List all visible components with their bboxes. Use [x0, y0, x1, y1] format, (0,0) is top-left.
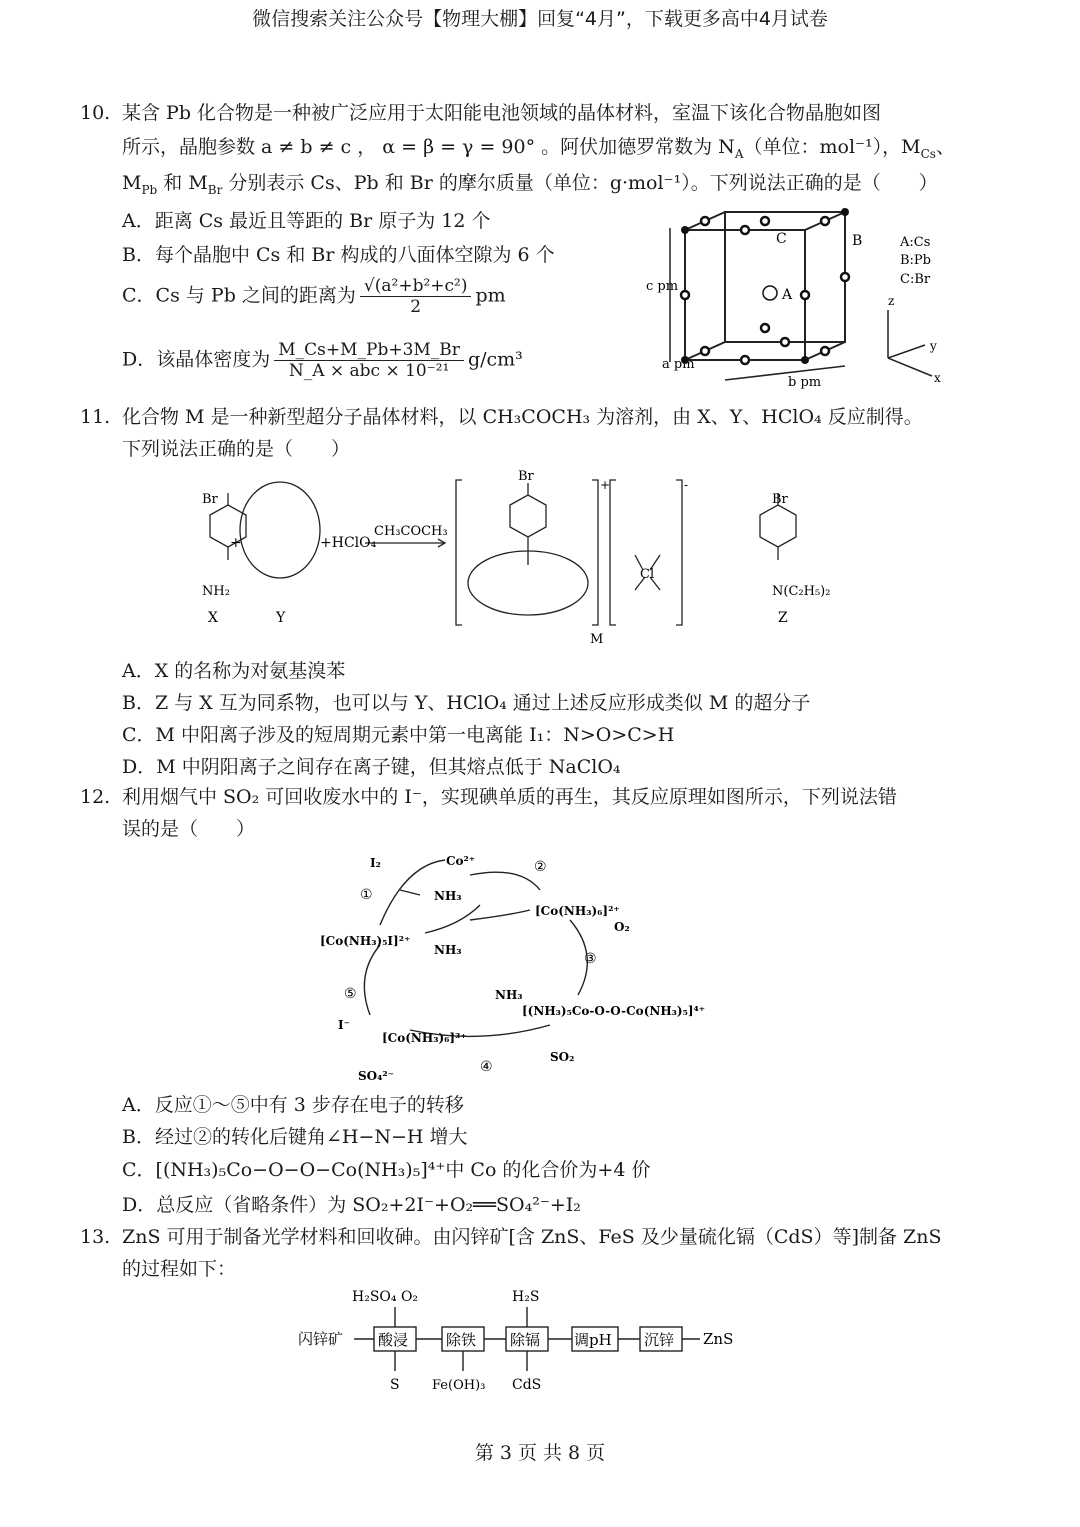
- svg-text:除镉: 除镉: [510, 1331, 541, 1349]
- q13-line2: 的过程如下：: [122, 1258, 237, 1280]
- svg-text:SO₄²⁻: SO₄²⁻: [358, 1069, 394, 1083]
- svg-text:H₂SO₄ O₂: H₂SO₄ O₂: [352, 1289, 419, 1305]
- q10-number: 10.: [80, 102, 111, 124]
- axis-z: z: [888, 294, 895, 308]
- perchlorate-cl: Cl: [640, 567, 655, 582]
- fig-a-pm: a pm: [662, 357, 695, 372]
- svg-text:酸浸: 酸浸: [378, 1331, 409, 1349]
- q10-line2: 所示，晶胞参数 a ≠ b ≠ c ， α = β = γ = 90° 。阿伏加德罗常数为 $N_A$（单位：mol⁻¹），$M_{Cs}$、: [122, 136, 955, 161]
- q10-option-d: D．该晶体密度为 $\frac{M\_Cs+M\_Pb+3M\_Br}{\text{N\_A × abc × 10⁻²¹}}$ g/cm³: [122, 340, 523, 381]
- svg-text:③: ③: [584, 951, 597, 967]
- fig-label-a: A: [782, 287, 793, 303]
- q13-line1: ZnS 可用于制备光学材料和回收砷。由闪锌矿[含 ZnS、FeS 及少量硫化镉（CdS）等]制备 ZnS: [122, 1226, 942, 1248]
- z-br: Br: [772, 492, 788, 507]
- supramolecule-figure: [180, 465, 840, 645]
- fig-legend-2: B:Pb: [900, 253, 932, 268]
- fig-label-b: B: [852, 233, 863, 249]
- svg-text:ZnS: ZnS: [703, 1330, 734, 1348]
- svg-text:[(NH₃)₅Co-O-O-Co(NH₃)₅]⁴⁺: [(NH₃)₅Co-O-O-Co(NH₃)₅]⁴⁺: [522, 1004, 706, 1018]
- solvent-label: CH₃COCH₃: [374, 524, 448, 539]
- m-br: Br: [518, 469, 534, 484]
- process-flow-figure: [290, 1285, 760, 1400]
- fig-c-pm: c pm: [646, 279, 679, 294]
- q11-option-a: A．X 的名称为对氨基溴苯: [122, 660, 346, 682]
- svg-text:S: S: [390, 1377, 400, 1393]
- svg-text:[Co(NH₃)₆]³⁺: [Co(NH₃)₆]³⁺: [382, 1031, 467, 1045]
- q12-number: 12.: [80, 786, 111, 808]
- x-br: Br: [202, 492, 218, 507]
- m-label: M: [590, 632, 604, 645]
- q11-number: 11.: [80, 406, 111, 428]
- q11-line2: 下列说法正确的是（ ）: [122, 438, 351, 460]
- q13-number: 13.: [80, 1226, 111, 1248]
- q11-option-b: B．Z 与 X 互为同系物，也可以与 Y、HClO₄ 通过上述反应形成类似 M 的超分子: [122, 692, 811, 714]
- page-header: 微信搜索关注公众号【物理大棚】回复“4月”，下载更多高中4月试卷: [252, 8, 828, 30]
- svg-text:I₂: I₂: [370, 856, 381, 870]
- svg-text:闪锌矿: 闪锌矿: [298, 1330, 344, 1348]
- svg-text:[Co(NH₃)₆]²⁺: [Co(NH₃)₆]²⁺: [535, 904, 620, 918]
- q10-option-a: A．距离 Cs 最近且等距的 Br 原子为 12 个: [122, 210, 491, 232]
- x-nh2: NH₂: [202, 584, 230, 599]
- plus-sign: +: [230, 535, 242, 551]
- m-charge-plus: +: [600, 478, 611, 492]
- svg-text:⑤: ⑤: [344, 986, 357, 1002]
- hclo4-label: +HClO₄: [320, 535, 377, 551]
- q11-option-c: C．M 中阳离子涉及的短周期元素中第一电离能 I₁：N>O>C>H: [122, 724, 675, 746]
- z-amine: N(C₂H₅)₂: [772, 584, 831, 599]
- q12-option-a: A．反应①～⑤中有 3 步存在电子的转移: [122, 1094, 464, 1116]
- svg-text:NH₃: NH₃: [434, 943, 462, 957]
- q10-option-c: C．Cs 与 Pb 之间的距离为 $\frac{\text{√(a²+b²+c²)}}{2}$ pm: [122, 276, 506, 317]
- q10-line1: 某含 Pb 化合物是一种被广泛应用于太阳能电池领域的晶体材料，室温下该化合物晶胞如图: [122, 102, 882, 124]
- q12-option-c: C．[(NH₃)₅Co−O−O−Co(NH₃)₅]⁴⁺中 Co 的化合价为+4 价: [122, 1159, 651, 1181]
- svg-text:H₂S: H₂S: [512, 1289, 540, 1305]
- z-label: Z: [778, 610, 788, 626]
- q12-option-d: D．总反应（省略条件）为 SO₂+2I⁻+O₂══SO₄²⁻+I₂: [122, 1194, 581, 1216]
- q10-option-b: B．每个晶胞中 Cs 和 Br 构成的八面体空隙为 6 个: [122, 244, 555, 266]
- axis-x: x: [934, 371, 941, 385]
- fig-b-pm: b pm: [788, 375, 822, 390]
- page-footer: 第 3 页 共 8 页: [474, 1442, 606, 1464]
- fig-legend-3: C:Br: [900, 272, 931, 287]
- svg-text:SO₂: SO₂: [550, 1050, 575, 1064]
- q12-option-b: B．经过②的转化后键角∠H−N−H 增大: [122, 1126, 468, 1148]
- svg-text:④: ④: [480, 1059, 493, 1075]
- svg-text:沉锌: 沉锌: [644, 1331, 675, 1349]
- crystal-cell-figure: [640, 200, 960, 400]
- y-label: Y: [276, 610, 286, 626]
- svg-text:①: ①: [360, 887, 373, 903]
- catalytic-cycle-figure: [310, 845, 730, 1090]
- svg-text:CdS: CdS: [512, 1377, 542, 1393]
- q11-line1: 化合物 M 是一种新型超分子晶体材料，以 CH₃COCH₃ 为溶剂，由 X、Y、HClO₄ 反应制得。: [122, 406, 923, 428]
- svg-text:I⁻: I⁻: [338, 1018, 350, 1032]
- q11-option-d: D．M 中阴阳离子之间存在离子键，但其熔点低于 NaClO₄: [122, 756, 621, 778]
- axis-y: y: [930, 339, 937, 353]
- svg-text:O₂: O₂: [614, 920, 630, 934]
- svg-text:调pH: 调pH: [574, 1331, 612, 1349]
- m-charge-minus: -: [684, 478, 689, 492]
- fig-label-c: C: [776, 231, 787, 247]
- q12-line2: 误的是（ ）: [122, 818, 256, 840]
- svg-text:Co²⁺: Co²⁺: [446, 854, 476, 868]
- svg-text:NH₃: NH₃: [434, 889, 462, 903]
- svg-text:除铁: 除铁: [446, 1331, 477, 1349]
- q12-line1: 利用烟气中 SO₂ 可回收废水中的 I⁻，实现碘单质的再生，其反应原理如图所示，下列说法错: [122, 786, 897, 808]
- x-label: X: [208, 610, 218, 626]
- svg-text:Fe(OH)₃: Fe(OH)₃: [432, 1378, 486, 1393]
- fig-legend-1: A:Cs: [900, 235, 931, 250]
- svg-text:NH₃: NH₃: [495, 988, 523, 1002]
- svg-text:②: ②: [534, 859, 547, 875]
- svg-text:[Co(NH₃)₅I]²⁺: [Co(NH₃)₅I]²⁺: [320, 934, 411, 948]
- q10-line3: $M_{Pb}$ 和 $M_{Br}$ 分别表示 Cs、Pb 和 Br 的摩尔质量（单位：g·mol⁻¹）。下列说法正确的是（ ）: [122, 172, 938, 197]
